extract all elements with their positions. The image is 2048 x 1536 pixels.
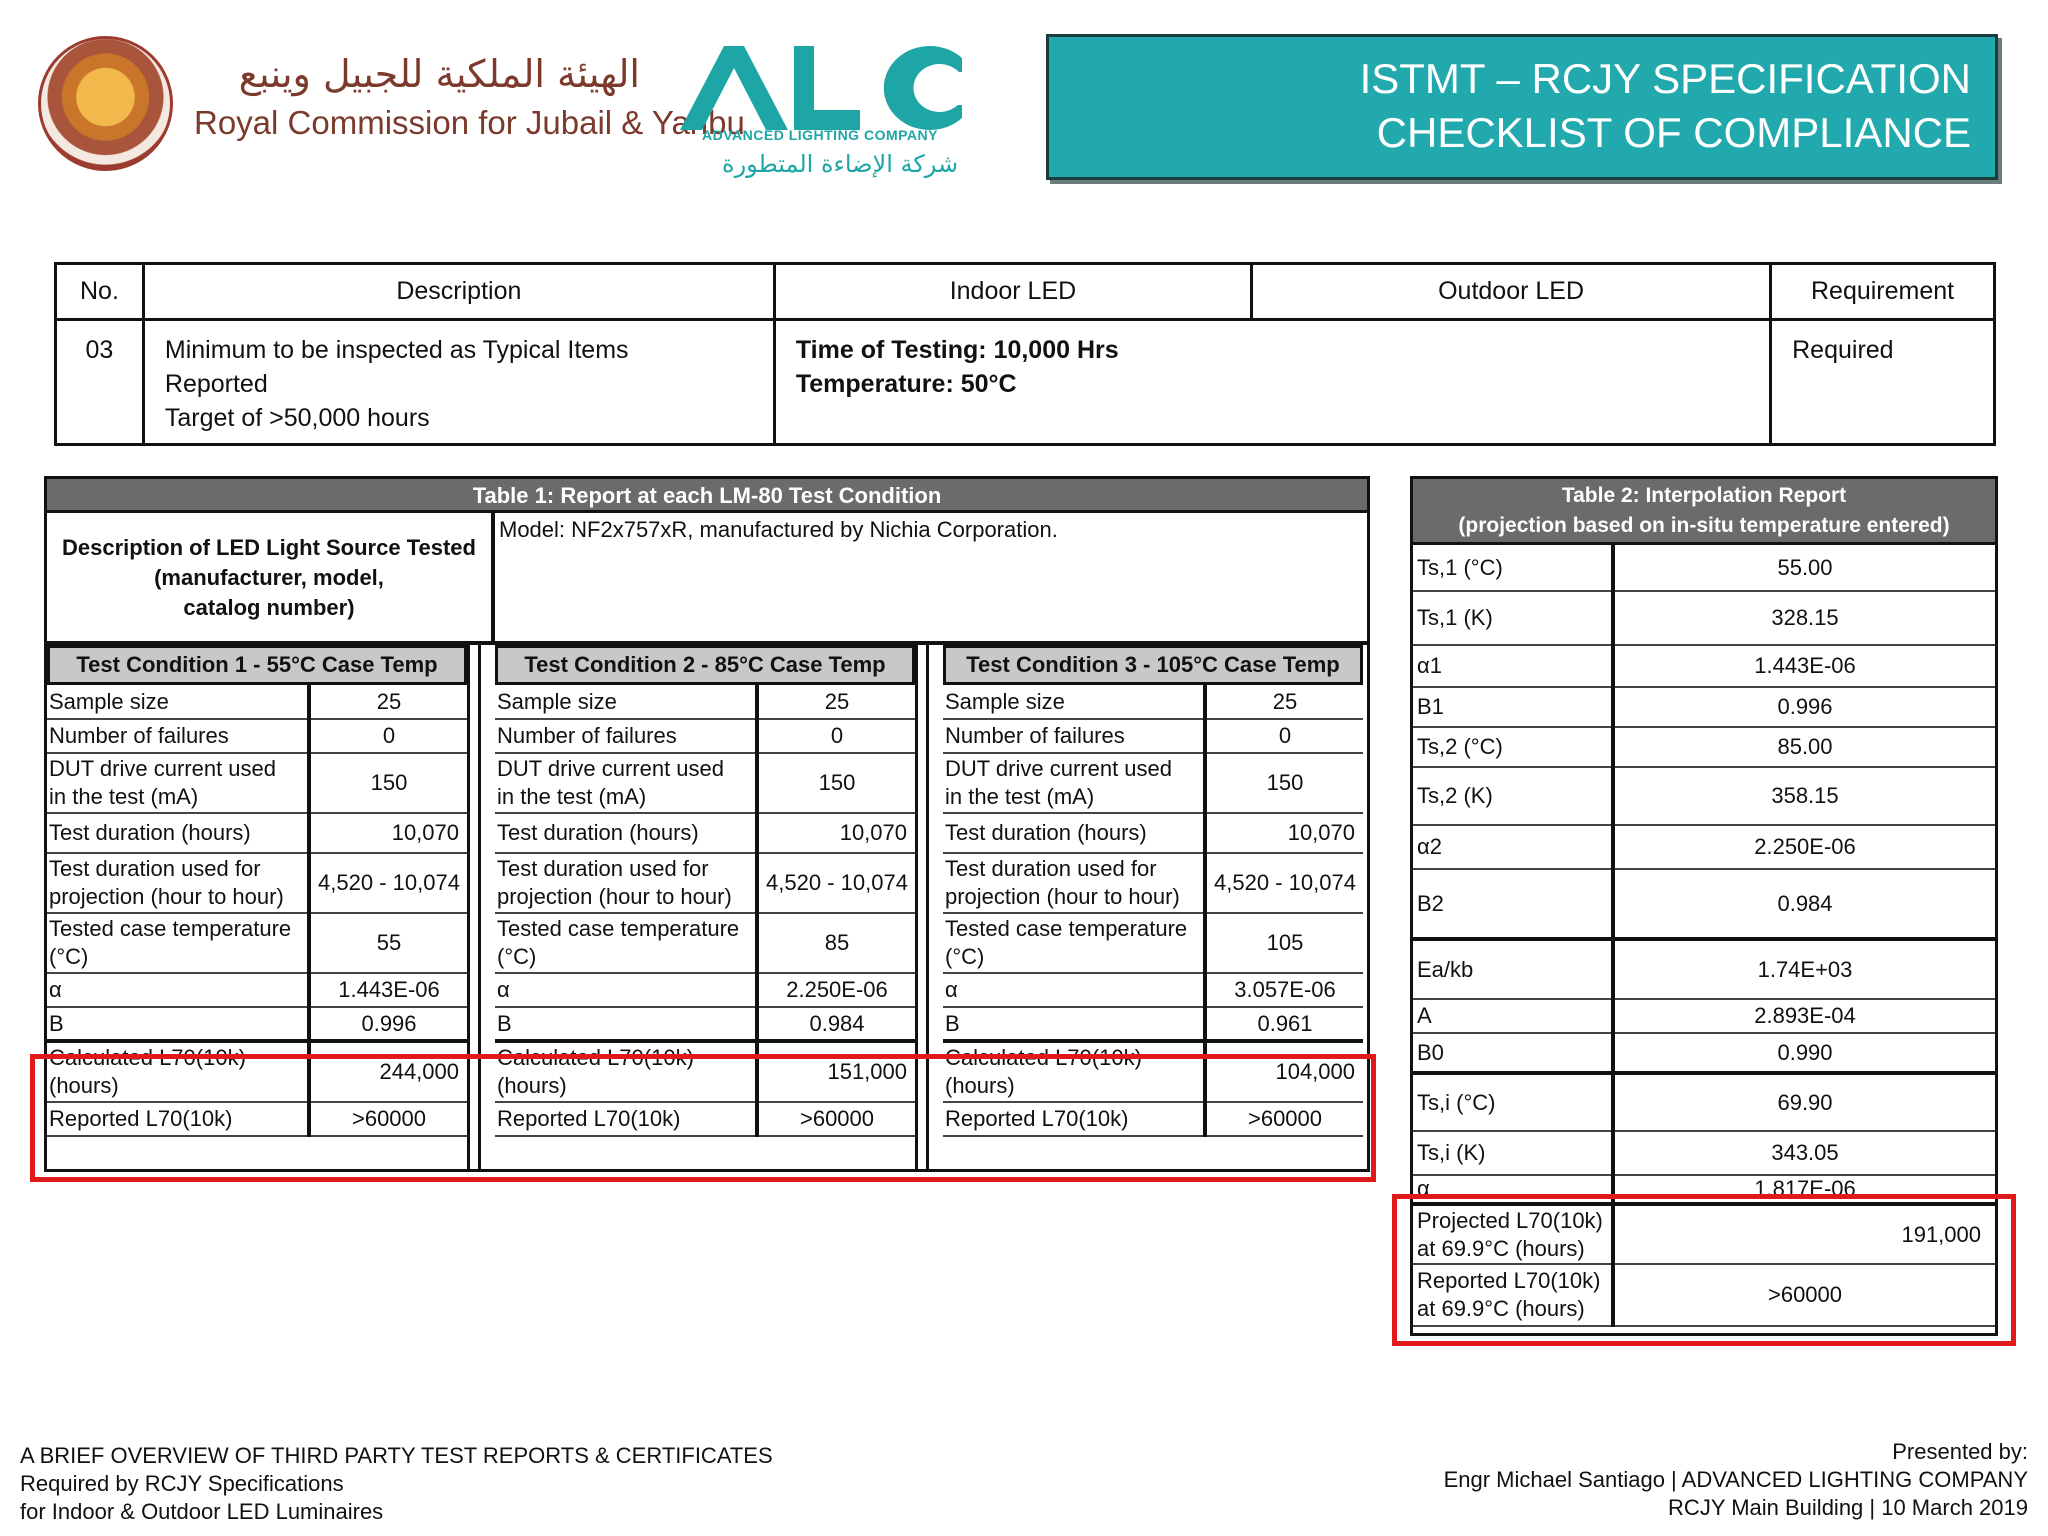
footer-presenter <box>1444 1438 2028 1522</box>
row-value: 55 <box>309 913 467 973</box>
row-label: α <box>495 973 757 1007</box>
banner-title-line1: ISTMT – RCJY SPECIFICATION <box>1359 55 1971 102</box>
table-row <box>1413 1131 1995 1175</box>
row-label: A <box>1413 999 1613 1033</box>
row-description <box>143 320 774 445</box>
row-label <box>47 853 309 913</box>
table-row <box>495 913 915 973</box>
label-line: DUT drive current used <box>497 756 725 781</box>
table-row <box>1413 999 1995 1033</box>
row-value: 328.15 <box>1613 591 1995 645</box>
label-line: Test duration used for <box>945 856 1157 881</box>
table-row <box>943 813 1363 853</box>
title-banner <box>1046 34 1998 180</box>
reported-l70-value: >60000 <box>1613 1264 1995 1326</box>
row-label: Sample size <box>495 685 757 719</box>
row-label: α2 <box>1413 825 1613 869</box>
table-row <box>943 753 1363 813</box>
row-label <box>495 753 757 813</box>
row-label: Reported L70(10k) <box>495 1102 757 1136</box>
table-row <box>1413 1073 1995 1131</box>
table-row <box>943 1007 1363 1041</box>
table-row <box>1413 545 1995 591</box>
label-line: Description of LED Light Source Tested <box>62 535 476 560</box>
row-number: 03 <box>56 320 144 445</box>
row-value: 10,070 <box>757 813 915 853</box>
row-value: 85.00 <box>1613 727 1995 767</box>
reported-l70-value: >60000 <box>757 1102 915 1136</box>
row-label: Reported L70(10k) <box>943 1102 1205 1136</box>
projected-l70-value: 191,000 <box>1613 1204 1995 1264</box>
row-label <box>495 853 757 913</box>
col-requirement: Requirement <box>1771 264 1995 320</box>
label-line: projection (hour to hour) <box>945 884 1180 909</box>
label-line: Calculated L70(10k) <box>945 1045 1142 1070</box>
row-value: 55.00 <box>1613 545 1995 591</box>
row-label <box>495 913 757 973</box>
footer-line: RCJY Main Building | 10 March 2019 <box>1668 1495 2028 1520</box>
row-label: B <box>495 1007 757 1041</box>
table-row <box>1413 1033 1995 1073</box>
table-row <box>47 853 467 913</box>
label-line: projection (hour to hour) <box>49 884 284 909</box>
row-value: 0.984 <box>1613 869 1995 939</box>
table-row <box>943 853 1363 913</box>
rcjy-seal-logo <box>38 36 173 171</box>
table2-title <box>1413 479 1995 545</box>
row-value: 0.996 <box>1613 687 1995 727</box>
light-source-model: Model: NF2x757xR, manufactured by Nichia Corporation. <box>499 517 1058 542</box>
calculated-l70-value: 104,000 <box>1205 1041 1363 1102</box>
row-value: 0 <box>757 719 915 753</box>
label-line: Tested case temperature <box>945 916 1188 941</box>
label-line: DUT drive current used <box>945 756 1173 781</box>
table-row <box>47 813 467 853</box>
row-label: Number of failures <box>943 719 1205 753</box>
table-row <box>1413 727 1995 767</box>
row-value: 10,070 <box>309 813 467 853</box>
table-row <box>1413 591 1995 645</box>
row-label: Test duration (hours) <box>47 813 309 853</box>
row-label <box>943 913 1205 973</box>
row-value: 343.05 <box>1613 1131 1995 1175</box>
row-value: 1.443E-06 <box>1613 645 1995 687</box>
label-line: projection (hour to hour) <box>497 884 732 909</box>
row-value: 150 <box>757 753 915 813</box>
row-label: Test duration (hours) <box>495 813 757 853</box>
row-value: 10,070 <box>1205 813 1363 853</box>
highlight-box-l70-table1 <box>30 1054 1376 1182</box>
table-row <box>495 685 915 719</box>
row-label: Ts,1 (°C) <box>1413 545 1613 591</box>
footer-line: Required by RCJY Specifications <box>20 1471 344 1496</box>
label-line: (hours) <box>945 1073 1015 1098</box>
row-value: 0.990 <box>1613 1033 1995 1073</box>
checklist-row <box>56 320 1995 445</box>
label-line: Reported L70(10k) <box>1417 1268 1601 1293</box>
row-label <box>47 753 309 813</box>
row-label: α <box>47 973 309 1007</box>
row-label: B <box>943 1007 1205 1041</box>
row-value: 25 <box>309 685 467 719</box>
testing-temperature: Temperature: 50°C <box>795 370 1017 398</box>
condition-heading: Test Condition 2 - 85°C Case Temp <box>495 645 915 685</box>
row-label: Test duration (hours) <box>943 813 1205 853</box>
row-label: Reported L70(10k) <box>47 1102 309 1136</box>
checklist-table <box>54 262 1996 446</box>
row-label: Ts,1 (K) <box>1413 591 1613 645</box>
table-row <box>943 973 1363 1007</box>
label-line: in the test (mA) <box>945 784 1095 809</box>
table-row <box>943 913 1363 973</box>
row-value: 2.250E-06 <box>757 973 915 1007</box>
row-value: 105 <box>1205 913 1363 973</box>
footer-presentation-title <box>20 1442 773 1526</box>
footer-line: Presented by: <box>1892 1439 2028 1464</box>
row-label: B <box>47 1007 309 1041</box>
table-row <box>1413 687 1995 727</box>
table-row <box>1413 939 1995 999</box>
table-row <box>943 719 1363 753</box>
title-line: Table 2: Interpolation Report <box>1561 484 1847 507</box>
table1-title: Table 1: Report at each LM-80 Test Condition <box>47 479 1367 513</box>
alc-logo-icon <box>672 38 972 138</box>
highlight-box-l70-table2 <box>1392 1194 2016 1346</box>
table-row <box>47 753 467 813</box>
row-label <box>47 913 309 973</box>
row-label: Number of failures <box>47 719 309 753</box>
row-value: 69.90 <box>1613 1073 1995 1131</box>
row-value: 4,520 - 10,074 <box>757 853 915 913</box>
row-value: 4,520 - 10,074 <box>1205 853 1363 913</box>
desc-line: Target of >50,000 hours <box>164 404 430 432</box>
row-value: 4,520 - 10,074 <box>309 853 467 913</box>
row-value: 2.893E-04 <box>1613 999 1995 1033</box>
title-line: (projection based on in-situ temperature entered) <box>1458 514 1950 537</box>
label-line: DUT drive current used <box>49 756 277 781</box>
row-value: 0.961 <box>1205 1007 1363 1041</box>
row-label: Ts,2 (°C) <box>1413 727 1613 767</box>
row-label: Ea/kb <box>1413 939 1613 999</box>
col-indoor-led: Indoor LED <box>774 264 1251 320</box>
table-row <box>1413 825 1995 869</box>
table-row <box>47 973 467 1007</box>
col-description: Description <box>143 264 774 320</box>
row-label: Number of failures <box>495 719 757 753</box>
row-label: Sample size <box>943 685 1205 719</box>
row-value: 1.74E+03 <box>1613 939 1995 999</box>
table-row <box>47 913 467 973</box>
alc-company-name: ADVANCED LIGHTING COMPANY <box>702 127 938 143</box>
label-line: Projected L70(10k) <box>1417 1207 1603 1233</box>
row-label <box>943 753 1205 813</box>
row-label: B2 <box>1413 869 1613 939</box>
reported-l70-value: >60000 <box>309 1102 467 1136</box>
row-label: Sample size <box>47 685 309 719</box>
testing-time: Time of Testing: 10,000 Hrs <box>795 336 1119 364</box>
label-line: Test duration used for <box>497 856 709 881</box>
row-value: 25 <box>1205 685 1363 719</box>
table-row <box>495 973 915 1007</box>
condition-heading: Test Condition 1 - 55°C Case Temp <box>47 645 467 685</box>
row-value: 150 <box>1205 753 1363 813</box>
rcjy-english-name: Royal Commission for Jubail & Yanbu <box>194 104 745 141</box>
table-row <box>495 813 915 853</box>
row-label <box>943 853 1205 913</box>
alc-arabic-name: شركة الإضاءة المتطورة <box>722 150 959 178</box>
table-row <box>495 753 915 813</box>
table-row <box>47 719 467 753</box>
row-value: 25 <box>757 685 915 719</box>
banner-title-line2: CHECKLIST OF COMPLIANCE <box>1376 109 1971 156</box>
table-row <box>47 685 467 719</box>
table-row <box>943 685 1363 719</box>
row-label: Ts,i (°C) <box>1413 1073 1613 1131</box>
rcjy-arabic-name: الهيئة الملكية للجبيل وينبع <box>238 52 640 96</box>
col-no: No. <box>56 264 144 320</box>
reported-l70-value: >60000 <box>1205 1102 1363 1136</box>
row-value: 2.250E-06 <box>1613 825 1995 869</box>
row-value: 150 <box>309 753 467 813</box>
label-line: (°C) <box>49 944 89 969</box>
label-line: Calculated L70(10k) <box>49 1045 246 1070</box>
label-line: in the test (mA) <box>497 784 647 809</box>
table-row <box>495 1007 915 1041</box>
footer-line: Engr Michael Santiago | ADVANCED LIGHTING COMPANY <box>1443 1467 2028 1492</box>
row-value: 0 <box>309 719 467 753</box>
calculated-l70-value: 151,000 <box>757 1041 915 1102</box>
table-row <box>1413 869 1995 939</box>
row-value: 3.057E-06 <box>1205 973 1363 1007</box>
row-led-spec <box>774 320 1770 445</box>
light-source-label <box>47 513 495 641</box>
row-label: Ts,i (K) <box>1413 1131 1613 1175</box>
label-line: Calculated L70(10k) <box>497 1045 694 1070</box>
label-line: (hours) <box>497 1073 567 1098</box>
label-line: at 69.9°C (hours) <box>1417 1296 1585 1321</box>
row-value: 1.817E-06 <box>1613 1175 1995 1204</box>
label-line: Tested case temperature <box>49 916 292 941</box>
row-value: 85 <box>757 913 915 973</box>
label-line: Test duration used for <box>49 856 261 881</box>
label-line: (manufacturer, model, <box>154 565 384 590</box>
table-row <box>1413 767 1995 825</box>
row-value: 0.996 <box>309 1007 467 1041</box>
row-value: 1.443E-06 <box>309 973 467 1007</box>
row-label: α <box>943 973 1205 1007</box>
label-line: in the test (mA) <box>49 784 199 809</box>
row-requirement: Required <box>1771 320 1995 445</box>
table-row <box>495 853 915 913</box>
row-label: B1 <box>1413 687 1613 727</box>
footer-line: for Indoor & Outdoor LED Luminaires <box>20 1499 384 1524</box>
label-line: (°C) <box>497 944 537 969</box>
footer-line: A BRIEF OVERVIEW OF THIRD PARTY TEST REPORTS & CERTIFICATES <box>20 1443 773 1468</box>
label-line: at 69.9°C (hours) <box>1417 1235 1585 1261</box>
table-row <box>495 719 915 753</box>
checklist-header-row <box>56 264 1995 320</box>
label-line: catalog number) <box>183 595 355 620</box>
row-label: α1 <box>1413 645 1613 687</box>
row-label: α <box>1413 1175 1613 1204</box>
row-value: 0.984 <box>757 1007 915 1041</box>
row-label: B0 <box>1413 1033 1613 1073</box>
table-row <box>47 1007 467 1041</box>
row-value: 0 <box>1205 719 1363 753</box>
condition-heading: Test Condition 3 - 105°C Case Temp <box>943 645 1363 685</box>
table-row <box>1413 645 1995 687</box>
label-line: (°C) <box>945 944 985 969</box>
desc-line: Reported <box>164 370 268 398</box>
calculated-l70-value: 244,000 <box>309 1041 467 1102</box>
desc-line: Minimum to be inspected as Typical Items <box>164 336 629 364</box>
row-label: Ts,2 (K) <box>1413 767 1613 825</box>
label-line: (hours) <box>49 1073 119 1098</box>
col-outdoor-led: Outdoor LED <box>1252 264 1771 320</box>
row-value: 358.15 <box>1613 767 1995 825</box>
label-line: Tested case temperature <box>497 916 740 941</box>
